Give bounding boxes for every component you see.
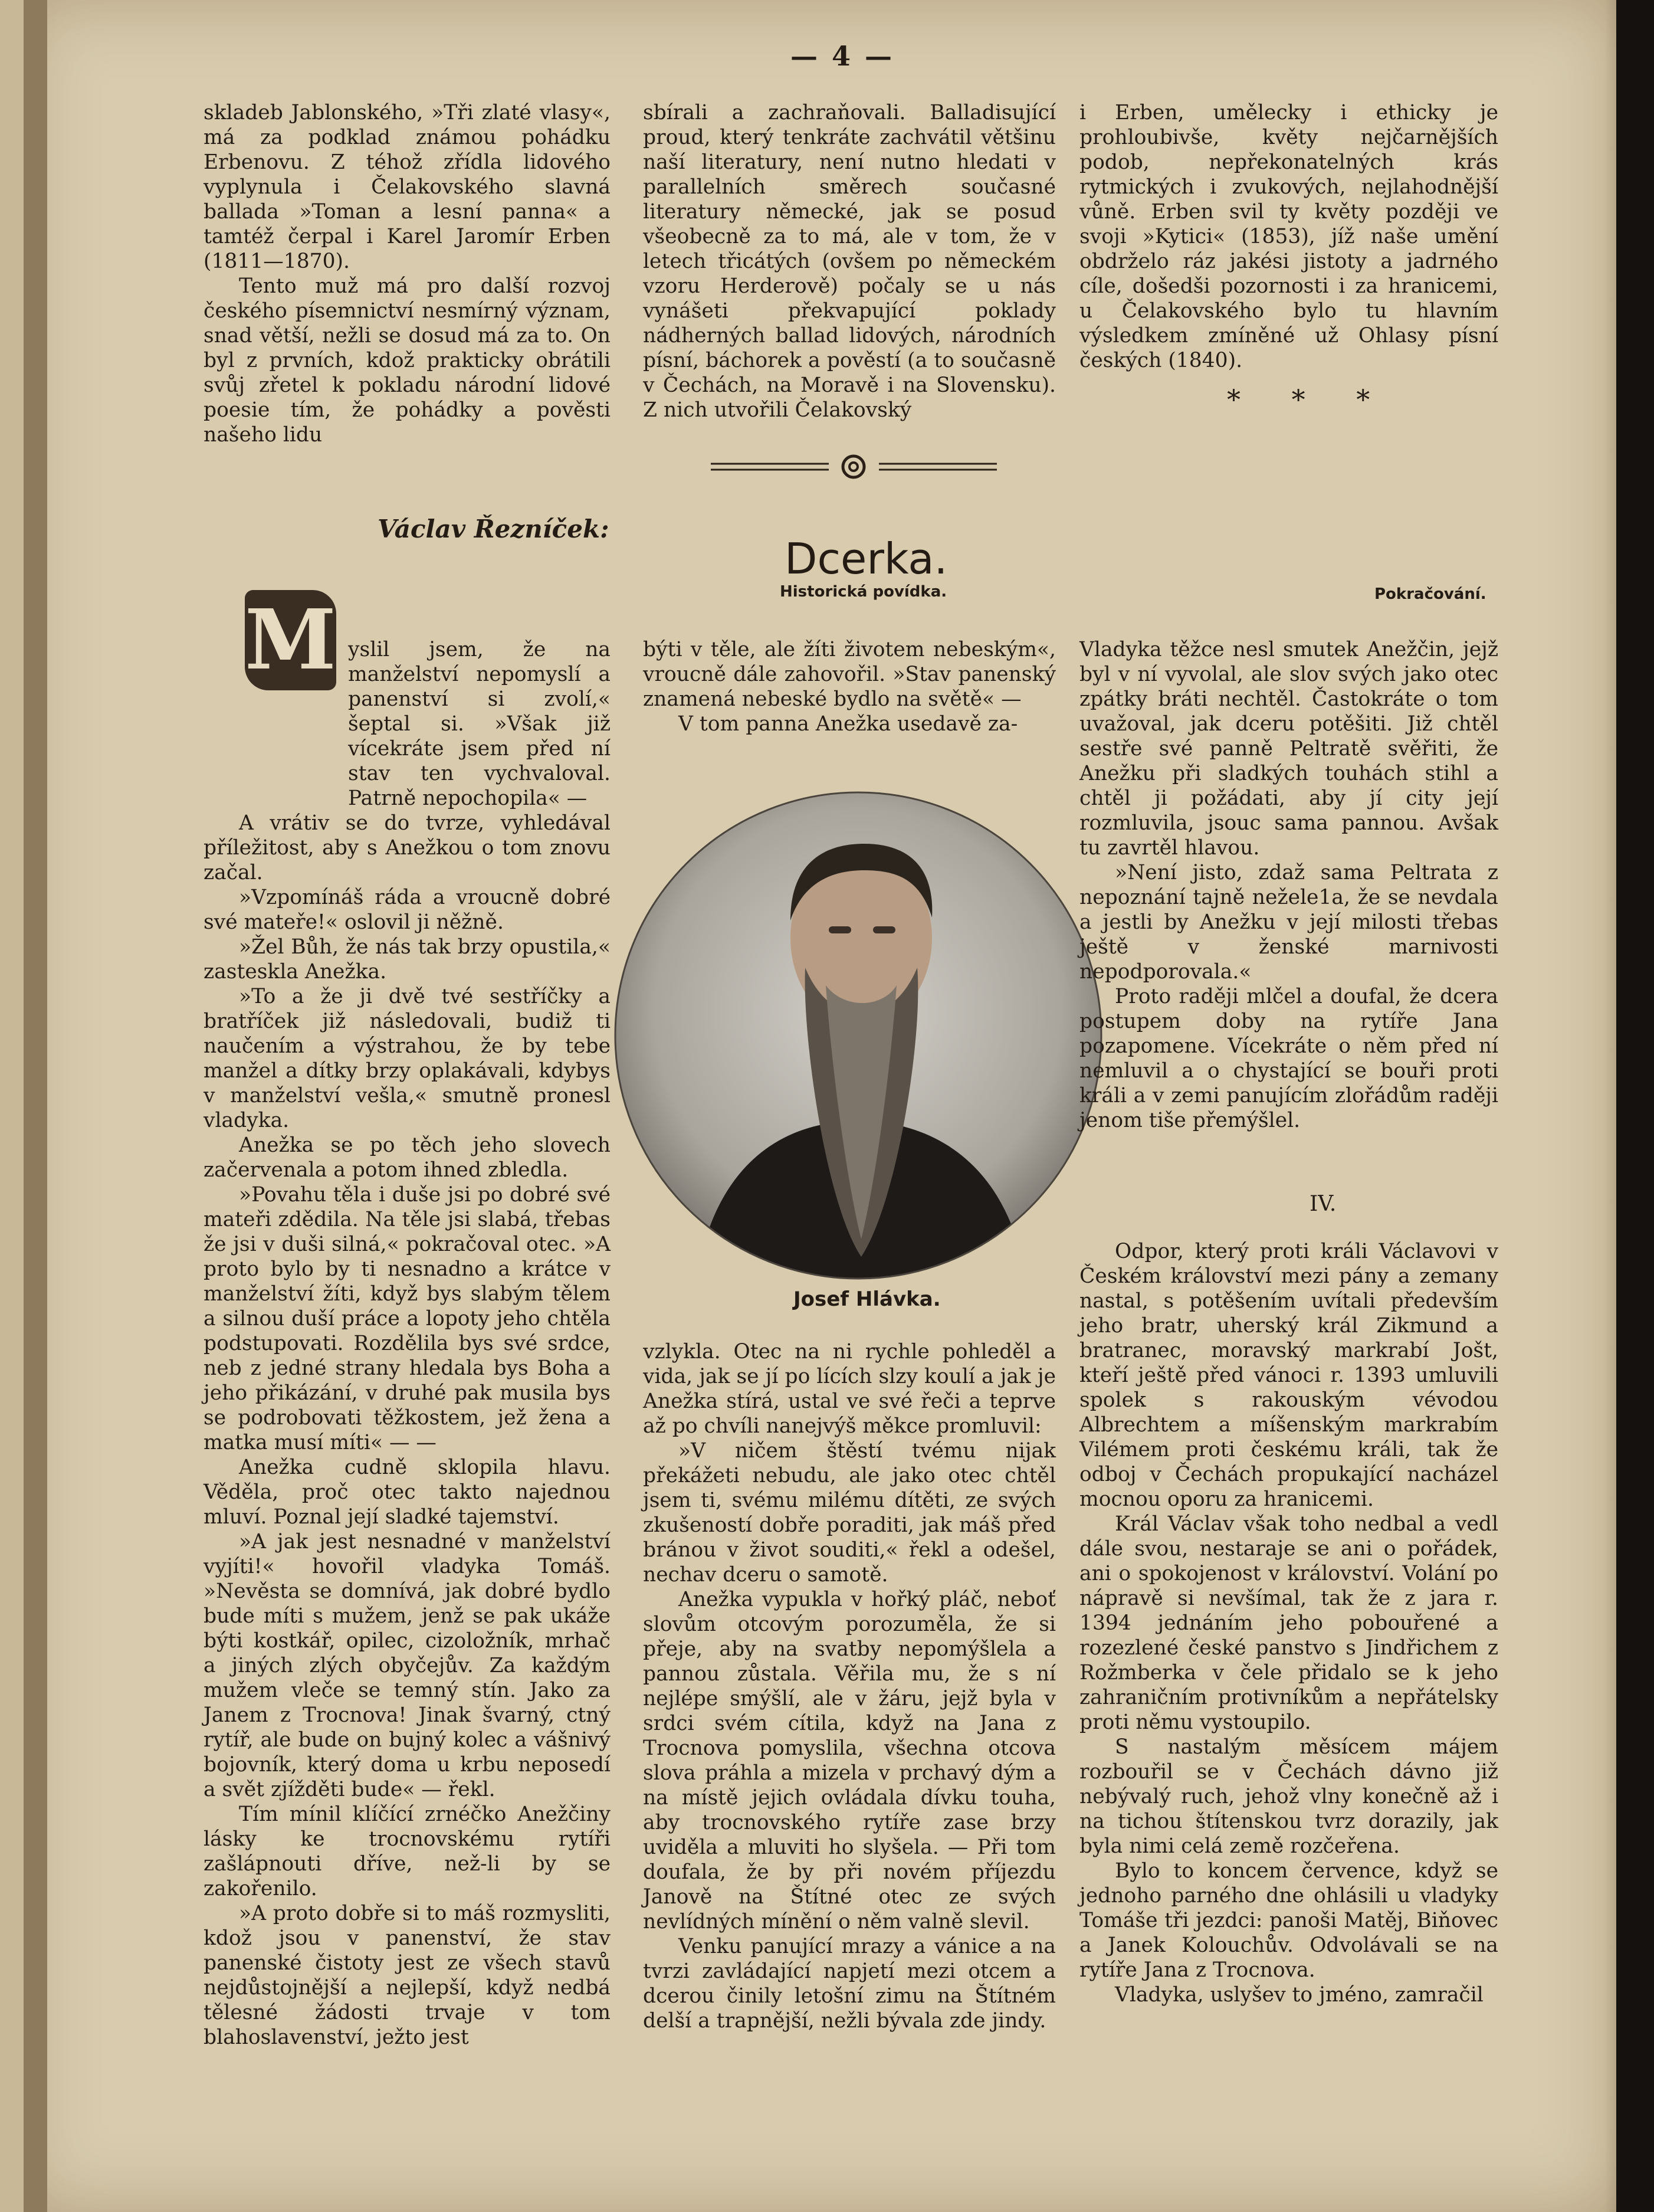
story-column-3 xyxy=(1079,637,1498,1133)
paragraph: sbírali a zachraňovali. Balladisující proud, který tenkráte zachvátil většinu naší literatury, není nutno hledati v parallelních směrech současné literatury německé, jak se posud všeobecně za to má, ale v tom, že v letech třicátých (ovšem po německém vzoru Herderově) počaly se u nás vynášeti překvapující poklady nádherných ballad lidových, národních písní, báchorek a pověstí (a to současně v Čechách, na Moravě i na Slovensku). Z nich utvořili Čelakovský xyxy=(643,101,1056,422)
paragraph: Král Václav však toho nedbal a vedl dále svou, nestaraje se ani o pořádek, ani o spokojenost v království. Volání po nápravě si nevšímal, tak že z jara r. 1394 jednáním jeho pobouřené a rozezlené české panstvo s Jindřichem z Rožmberka v čele přidalo se k jeho zahraničním protivníkům a nepřátelsky proti němu vystoupilo. xyxy=(1079,1512,1498,1734)
paragraph: »Není jisto, zdaž sama Peltrata z nepoznání tajně nežele1a, že se nevdala a jestli by Anežku v její milosti třebas ještě v ženské marnivosti nepodporovala.« xyxy=(1079,861,1498,984)
paragraph: skladeb Jablonského, »Tři zlaté vlasy«, má za podklad známou pohádku Erbenovu. Z téhož zřídla lidového vyplynula i Čelakovského slavná ballada »Toman a lesní panna« a tamtéž čerpal i Karel Jaromír Erben (1811—1870). xyxy=(204,101,611,273)
paragraph: Bylo to koncem července, když se jednoho parného dne ohlásili u vladyky Tomáše tři jezdci: panoši Matěj, Biňovec a Janek Kolouchův. Odvolávali se na rytíře Jana z Trocnova. xyxy=(1079,1859,1498,1982)
page-number: — 4 — xyxy=(790,40,895,72)
paragraph: »A proto dobře si to máš rozmysliti, kdož jsou v panenství, že stav panenské čistoty jest ze všech stavů nejdůstojnější a nejlepší, když nedbá tělesné žádosti trvaje v tom blahoslavenství, ježto jest xyxy=(204,1902,611,2049)
paragraph: Venku panující mrazy a vánice a na tvrzi zavládající napjetí mezi otcem a dcerou činily letošní zimu na Štítném delší a trapnější, nežli bývala zde jindy. xyxy=(643,1935,1056,2033)
story-column-2-top xyxy=(643,637,1056,736)
divider-ornament-icon xyxy=(711,454,997,480)
paragraph: »To a že ji dvě tvé sestříčky a bratříček již následovali, budiž ti naučením a výstrahou, že by tebe manžel a dítky brzy oplakávali, kdybys v manželství vešla,« smutně pronesl vladyka. xyxy=(204,985,611,1132)
paragraph: Vladyka těžce nesl smutek Anežčin, jejž byl v ní vyvolal, ale slov svých jako otec zpátky bráti nechtěl. Častokráte o tom uvažoval, jak dceru potěšiti. Již chtěl sestře své panně Peltratě svěřiti, že Anežku při sladkých touhách stihl a chtěl ji požádati, aby jí city její rozmluvila, jsouc sama pannou. Avšak tu zavrtěl hlavou. xyxy=(1079,638,1498,860)
paragraph: »A jak jest nesnadné v manželství vyjíti!« hovořil vladyka Tomáš. »Nevěsta se domnívá, jak dobré bydlo bude míti s mužem, jenž se pak ukáže býti kostkář, opilec, cizoložník, mrhač a jiných zlých obyčejův. Za každým mužem vleče se temný stín. Jako za Janem z Trocnova! Jinak švarný, ctný rytíř, ale bude on bujný kolec a vášnivý bojovník, který doma u krbu neposedí a svět zjížděti bude« — řekl. xyxy=(204,1530,611,1801)
paragraph: býti v těle, ale žíti životem nebeským«, vroucně dále zahovořil. »Stav panenský znamená nebeské bydlo na světě« — xyxy=(643,638,1056,711)
story-column-2-bottom xyxy=(643,1339,1056,2033)
paragraph: yslil jsem, že na manželství nepomyslí a panenství si zvolí,« šeptal si. »Však již vícekráte jsem před ní stav ten vychvaloval. Patrně nepochopila« — xyxy=(348,638,611,810)
paragraph: S nastalým měsícem májem rozbouřil se v Čechách dávno již nebývalý ruch, jehož vlny konečně až i na tichou štítenskou tvrz dorazily, jak byla nimi celá země rozčeřena. xyxy=(1079,1735,1498,1858)
paragraph: Anežka cudně sklopila hlavu. Věděla, proč otec takto najednou mluví. Poznal její sladké tajemství. xyxy=(204,1456,611,1529)
scan-left-edge xyxy=(24,0,47,2212)
paragraph: Proto raději mlčel a doufal, že dcera postupem doby na rytíře Jana pozapomene. Vícekráte o něm před ní nemluvil a o chystající se bouři proti králi a v zemi panujícím zlořádům raději jenom tiše přemýšlel. xyxy=(1079,985,1498,1132)
paragraph: Anežka se po těch jeho slovech začervenala a potom ihned zbledla. xyxy=(204,1133,611,1182)
section-stars: * * * xyxy=(1227,384,1392,415)
paragraph: Odpor, který proti králi Václavovi v Českém království mezi pány a zemany nastal, s potěšením uvítali především jeho bratr, uherský král Zikmund a bratranec, moravský markrabí Jošt, kteří ještě před vánoci r. 1393 umluvili spolek s rakouským vévodou Albrechtem a míšenským markrabím Vilémem proti českému králi, tak že odboj v Čechách propukající nacházel mocnou oporu za hranicemi. xyxy=(1079,1240,1498,1511)
story-title: Dcerka. xyxy=(785,534,948,584)
paragraph: Tento muž má pro další rozvoj českého písemnictví nesmírný význam, snad větší, nežli se dosud má za to. On byl z prvních, kdož prakticky obrátili svůj zřetel k pokladu národní lidové poesie tím, že pohádky a pověsti našeho lidu xyxy=(204,274,611,447)
continued-label: Pokračování. xyxy=(1374,585,1486,603)
paragraph: »Žel Bůh, že nás tak brzy opustila,« zasteskla Anežka. xyxy=(204,935,611,984)
top-column-3 xyxy=(1079,100,1498,373)
paragraph: »Povahu těla i duše jsi po dobré své mateři zdědila. Na těle jsi slabá, třebas že jsi v duši silná,« pokračoval otec. »A proto bylo by ti nesnadno a krátce v manželství žíti, když bys slabým tělem a silnou duší práce a lopoty jeho chtěla podstupovati. Rozdělila bys své srdce, neb z jedné strany hledala bys Boha a jeho přikázání, v druhé pak musila bys se podrobovati těžkostem, jež žena a matka musí míti« — — xyxy=(204,1183,611,1454)
scan-right-edge xyxy=(1616,0,1654,2212)
paragraph: A vrátiv se do tvrze, vyhledával příležitost, aby s Anežkou o tom znovu začal. xyxy=(204,811,611,884)
portrait-image xyxy=(613,791,1103,1280)
paragraph: »Vzpomínáš ráda a vroucně dobré své mateře!« oslovil ji něžně. xyxy=(204,886,611,934)
story-author: Václav Řezníček: xyxy=(378,515,609,543)
drop-cap-initial: M xyxy=(245,590,336,690)
top-column-1 xyxy=(204,100,611,447)
top-column-2 xyxy=(643,100,1056,422)
paragraph: Anežka vypukla v hořký pláč, neboť slovům otcovým porozuměla, že si přeje, aby na svatby nepomýšlela a pannou zůstala. Věřila mu, že s ní nejlépe smýšlí, ale v žáru, jejž byla v srdci svém cítila, když na Jana z Trocnova pomyslila, všechna otcova slova práhla a mizela v prchavý dým a na místě jejich ovládala dívku touha, aby trocnovského rytíře zase brzy uviděla a mluviti ho slyšela. — Při tom doufala, že by při novém příjezdu Janově na Štítné otec ze svých nevlídných mínění o něm valně slevil. xyxy=(643,1588,1056,1934)
paragraph: i Erben, umělecky i ethicky je prohloubivše, květy nejčarnějších podob, nepřekonatelných krás rytmických i zvukových, nejlahodnější vůně. Erben svil ty květy později ve svoji »Kytici« (1853), jíž naše umění obdrželo ráz jakési jistoty a jadrného cíle, došedši pozornosti i za hranicemi, u Čelakovského bylo tu hlavním výsledkem zmíněné už Ohlasy písní českých (1840). xyxy=(1079,101,1498,372)
paragraph: »V ničem štěstí tvému nijak překážeti nebudu, ale jako otec chtěl jsem ti, svému milému dítěti, ze svých zkušeností dobře poraditi, jak máš před bránou v život souditi,« řekl a odešel, nechav dceru o samotě. xyxy=(643,1439,1056,1587)
paragraph: Tím mínil klíčící zrnéčko Anežčiny lásky ke trocnovskému rytíři zašlápnouti dříve, než-li by se zakořenilo. xyxy=(204,1803,611,1900)
story-subtitle: Historická povídka. xyxy=(780,583,947,601)
chapter-heading: IV. xyxy=(1310,1192,1337,1216)
paragraph: V tom panna Anežka usedavě za- xyxy=(678,712,1018,736)
paragraph: Vladyka, uslyšev to jméno, zamračil xyxy=(1115,1983,1484,2007)
story-column-1 xyxy=(204,637,611,2050)
story-column-3-lower xyxy=(1079,1239,1498,2007)
portrait-caption: Josef Hlávka. xyxy=(793,1287,941,1311)
paragraph: vzlykla. Otec na ni rychle pohleděl a vida, jak se jí po lících slzy koulí a jak je Anežka stírá, ustal ve své řeči a teprve až po chvíli nanejvýš měkce promluvil: xyxy=(643,1340,1056,1438)
